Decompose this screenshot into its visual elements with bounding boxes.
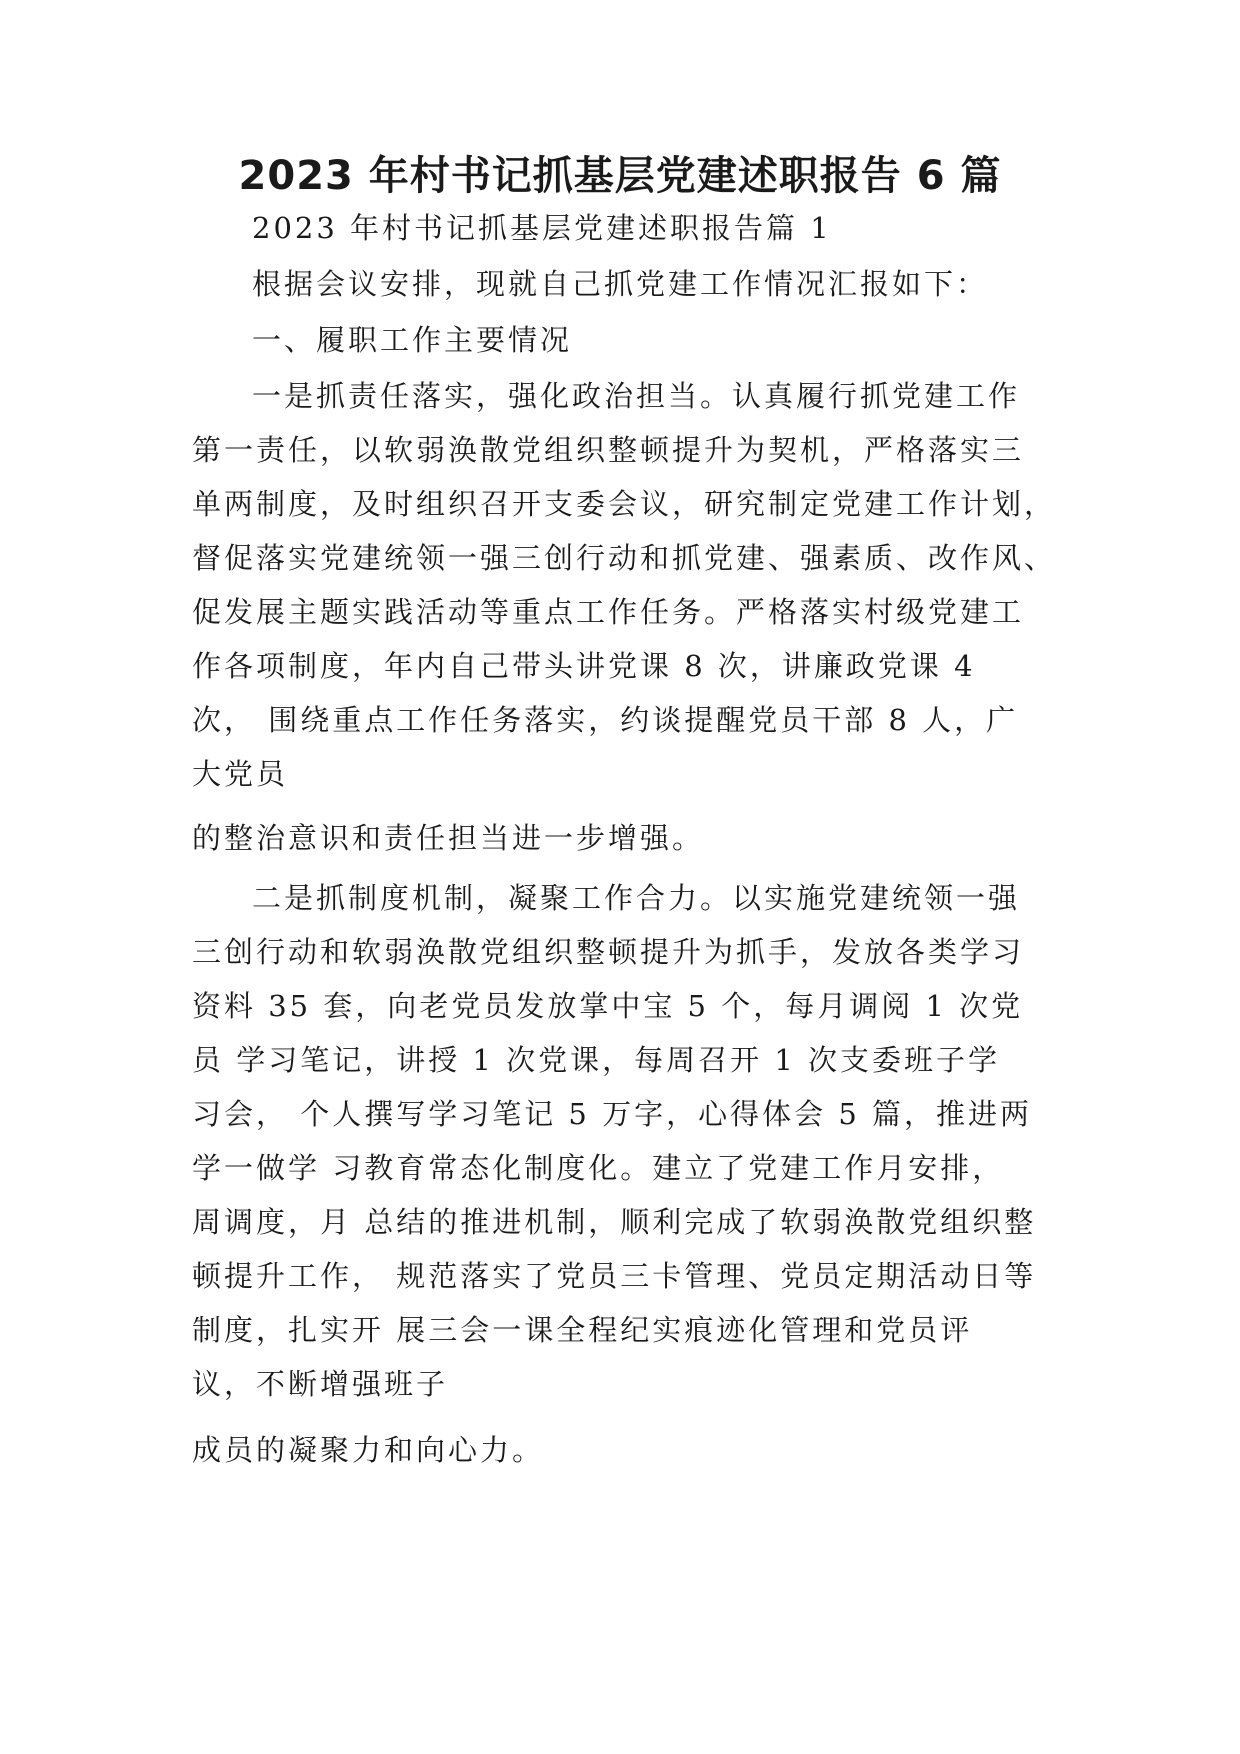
para1-line: 一是抓责任落实，强化政治担当。认真履行抓党建工作 [252,379,1021,413]
para2-line: 三创行动和软弱涣散党组织整顿提升为抓手，发放各类学习 [192,935,1025,969]
para1-line: 大党员 [192,757,289,791]
para1-line: 作各项制度，年内自己带头讲党课 8 次，讲廉政党课 4 [192,649,976,683]
para2-line: 二是抓制度机制，凝聚工作合力。以实施党建统领一强 [252,881,1021,915]
subtitle: 2023 年村书记抓基层党建述职报告篇 1 [252,211,832,245]
para2-line: 周调度，月 总结的推进机制，顺利完成了软弱涣散党组织整 [192,1205,1037,1239]
para2-line: 学一做学 习教育常态化制度化。建立了党建工作月安排， [192,1151,1005,1185]
para2-line: 制度，扎实开 展三会一课全程纪实痕迹化管理和党员评 [192,1313,973,1347]
document-title: 2023 年村书记抓基层党建述职报告 6 篇 [238,153,1002,199]
para1-line: 第一责任，以软弱涣散党组织整顿提升为契机，严格落实三 [192,433,1025,467]
para1-line: 单两制度，及时组织召开支委会议，研究制定党建工作计划， [192,487,1057,521]
para1-tail: 的整治意识和责任担当进一步增强。 [192,821,705,855]
para2-line: 资料 35 套，向老党员发放掌中宝 5 个，每月调阅 1 次党 [192,989,1024,1023]
para2-line: 顿提升工作， 规范落实了党员三卡管理、党员定期活动日等 [192,1259,1037,1293]
para1-line: 督促落实党建统领一强三创行动和抓党建、强素质、改作风、 [192,541,1057,575]
section-heading: 一、履职工作主要情况 [252,323,573,357]
para2-line: 习会， 个人撰写学习笔记 5 万字，心得体会 5 篇，推进两 [192,1097,1032,1131]
para1-line: 促发展主题实践活动等重点工作任务。严格落实村级党建工 [192,595,1025,629]
para2-line: 议，不断增强班子 [192,1367,449,1401]
para1-line: 次， 围绕重点工作任务落实，约谈提醒党员干部 8 人，广 [192,703,1019,737]
para2-line: 员 学习笔记，讲授 1 次党课，每周召开 1 次支委班子学 [192,1043,1000,1077]
intro-paragraph: 根据会议安排，现就自己抓党建工作情况汇报如下： [252,267,989,301]
para2-tail: 成员的凝聚力和向心力。 [192,1433,545,1467]
